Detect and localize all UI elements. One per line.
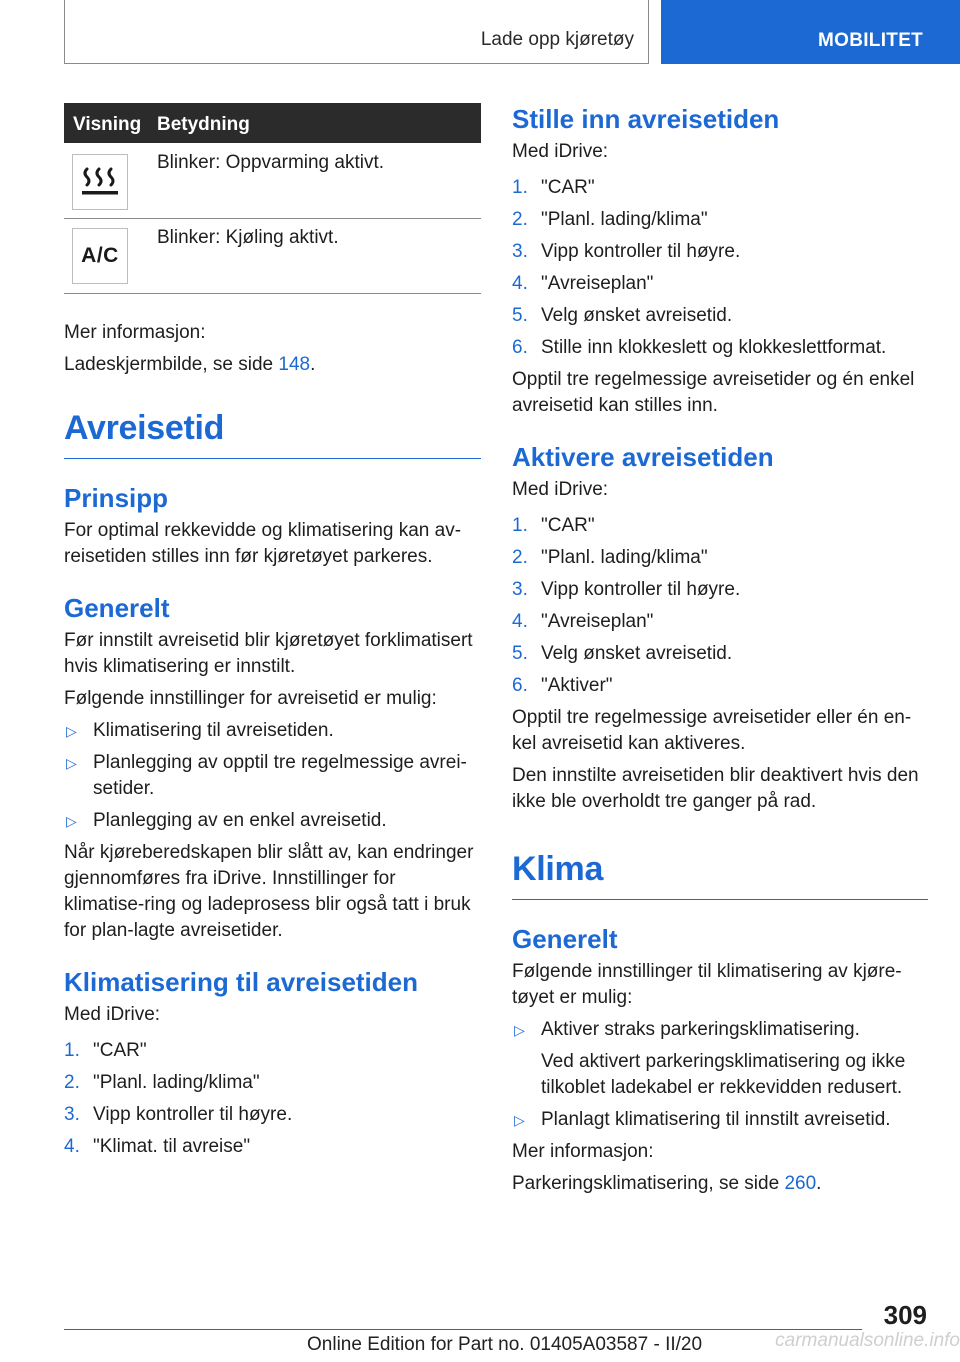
list-item: 4. "Avreiseplan" — [512, 273, 654, 294]
subsection-title-stille-inn: Stille inn avreisetiden — [512, 104, 780, 134]
stille-inn-intro: Med iDrive: — [512, 141, 609, 162]
list-item: ▷ Planlagt klimatisering til innstilt avreisetid. — [512, 1107, 928, 1133]
list-item: 5. Velg ønsket avreisetid. — [512, 643, 733, 664]
triangle-bullet-icon: ▷ — [514, 1112, 525, 1128]
table-cell-meaning: Blinker: Kjøling aktivt. — [157, 227, 339, 248]
list-item: 3. Vipp kontroller til høyre. — [512, 579, 741, 600]
klima-generelt-text: Følgende innstillinger til klimatisering av kjøre-tøyet er mulig: — [512, 961, 902, 1008]
list-item: 6. "Aktiver" — [512, 675, 613, 696]
list-item: 6. Stille inn klokkeslett og klokkeslettformat. — [512, 337, 887, 358]
list-item: 4. "Avreiseplan" — [512, 611, 654, 632]
table-row — [64, 219, 481, 294]
list-item: ▷ Planlegging av opptil tre regelmessige avrei-setider. — [66, 752, 467, 799]
table-cell-meaning: Blinker: Oppvarming aktivt. — [157, 152, 385, 173]
header-section-box — [64, 0, 649, 64]
subsection-title-generelt: Generelt — [64, 593, 170, 623]
ac-icon: A/C — [72, 228, 128, 284]
list-item: 1. "CAR" — [512, 177, 595, 198]
subsection-title-aktivere: Aktivere avreisetiden — [512, 442, 774, 472]
generelt-text-2: Følgende innstillinger for avreisetid er mulig: — [64, 688, 437, 709]
triangle-bullet-icon: ▷ — [66, 723, 77, 739]
list-item: 2. "Planl. lading/klima" — [512, 547, 708, 568]
klimatisering-steps — [64, 1038, 481, 1160]
watermark: carmanualsonline.info — [775, 1330, 960, 1351]
stille-inn-outro: Opptil tre regelmessige avreisetider og én enkel avreisetid kan stilles inn. — [512, 369, 915, 416]
page-link-260[interactable]: 260 — [784, 1173, 817, 1194]
list-item: 1. "CAR" — [512, 515, 595, 536]
footer-edition: Online Edition for Part no. 01405A03587 - II/20 — [307, 1334, 703, 1355]
left-column — [64, 103, 481, 1166]
list-item: 1. "CAR" — [64, 1040, 147, 1061]
more-info-reference: Ladeskjermbilde, se side 148. — [64, 354, 316, 375]
table-row — [64, 143, 481, 219]
more-info-label: Mer informasjon: — [64, 322, 206, 343]
section-title-klima: Klima — [512, 849, 928, 900]
table-header-betydning: Betydning — [157, 114, 250, 135]
list-item: 4. "Klimat. til avreise" — [64, 1136, 251, 1157]
generelt-text-3: Når kjøreberedskapen blir slått av, kan endringer gjennomføres fra iDrive. Innstillinger for klimatise-ring og ladeprosess blir også tatt i bruk for plan-lagte avreisetider. — [64, 842, 474, 941]
klima-bullet-list — [512, 1017, 928, 1133]
subsection-title-klima-generelt: Generelt — [512, 924, 618, 954]
section-title-avreisetid: Avreisetid — [64, 408, 481, 459]
page-link-148[interactable]: 148 — [278, 354, 311, 375]
header-chapter-title: MOBILITET — [818, 30, 924, 51]
indicator-table — [64, 103, 481, 294]
aktivere-outro-2: Den innstilte avreisetiden blir deaktivert hvis den ikke ble overholdt tre ganger på rad. — [512, 765, 919, 812]
klimatisering-intro: Med iDrive: — [64, 1004, 161, 1025]
list-item: 5. Velg ønsket avreisetid. — [512, 305, 733, 326]
footer-divider — [64, 1329, 862, 1330]
triangle-bullet-icon: ▷ — [514, 1022, 525, 1038]
generelt-bullet-list — [64, 718, 481, 834]
list-item: 3. Vipp kontroller til høyre. — [512, 241, 741, 262]
klima-more-info-reference: Parkeringsklimatisering, se side 260. — [512, 1173, 822, 1194]
generelt-text-1: Før innstilt avreisetid blir kjøretøyet forklimatisert hvis klimatisering er innstilt. — [64, 630, 473, 677]
aktivere-intro: Med iDrive: — [512, 479, 609, 500]
aktivere-steps — [512, 513, 928, 699]
list-item: 2. "Planl. lading/klima" — [512, 209, 708, 230]
header-chapter-tab — [661, 0, 960, 64]
klima-more-info-label: Mer informasjon: — [512, 1141, 654, 1162]
header-section-title: Lade opp kjøretøy — [480, 29, 634, 50]
list-item: ▷ Planlegging av en enkel avreisetid. — [64, 808, 481, 834]
subsection-title-prinsipp: Prinsipp — [64, 483, 169, 513]
stille-inn-steps — [512, 175, 928, 361]
prinsipp-text: For optimal rekkevidde og klimatisering kan av-reisetiden stilles inn før kjøretøyet parkeres. — [64, 520, 462, 567]
triangle-bullet-icon: ▷ — [66, 755, 77, 771]
list-item-note: Ved aktivert parkeringsklimatisering og ikke tilkoblet ladekabel er rekkevidden redusert. — [541, 1051, 906, 1098]
list-item: 3. Vipp kontroller til høyre. — [64, 1104, 293, 1125]
table-header — [64, 103, 481, 143]
triangle-bullet-icon: ▷ — [66, 813, 77, 829]
subsection-title-klimatisering: Klimatisering til avreisetiden — [64, 967, 419, 997]
list-item: 2. "Planl. lading/klima" — [64, 1072, 260, 1093]
right-column — [512, 103, 928, 1197]
seat-heating-icon — [72, 154, 128, 210]
aktivere-outro-1: Opptil tre regelmessige avreisetider eller én en-kel avreisetid kan aktiveres. — [512, 707, 912, 754]
list-item: ▷ Klimatisering til avreisetiden. — [64, 718, 481, 744]
page-number: 309 — [883, 1300, 927, 1330]
list-item: ▷ Aktiver straks parkeringsklimatisering. Ved aktivert parkeringsklimatisering og ikke tilkoblet ladekabel er rekkevidden redusert. — [512, 1017, 928, 1101]
table-header-visning: Visning — [73, 114, 142, 135]
